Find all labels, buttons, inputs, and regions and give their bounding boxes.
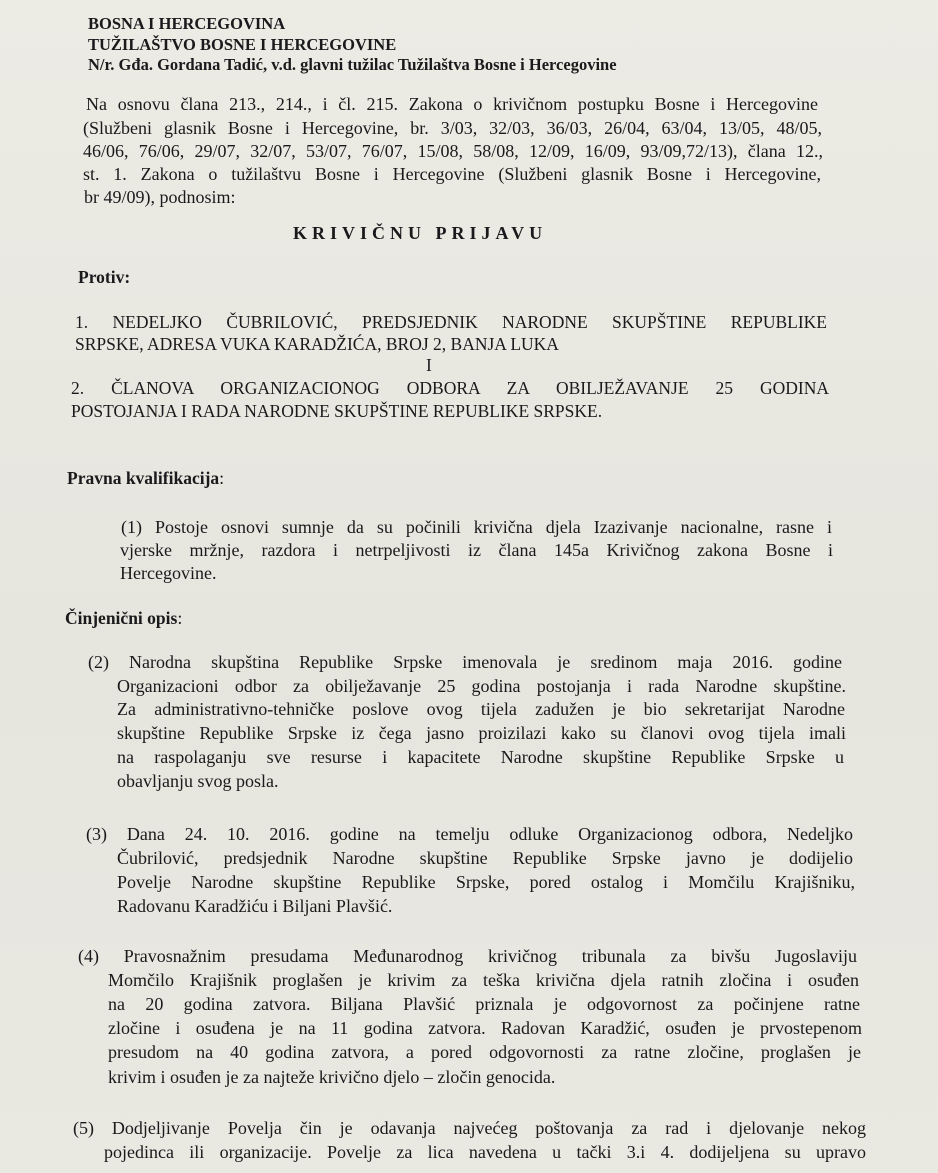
paragraph-line: Radovanu Karadžiću i Biljani Plavšić. <box>117 896 393 916</box>
protiv-heading: Protiv: <box>78 267 131 287</box>
paragraph-line: pojedinca ili organizacije. Povelje za lica navedena u tački 3.i 4. dodijeljena su upravo <box>104 1142 866 1162</box>
header-institution: TUŽILAŠTVO BOSNE I HERCEGOVINE <box>88 35 397 54</box>
cinjenicni-heading-wrap <box>65 607 182 629</box>
paragraph-line: Čubrilović, predsjednik Narodne skupštine Republike Srpske javno je dodijelio <box>117 848 853 868</box>
paragraph-line: Organizacioni odbor za obilježavanje 25 godina postojanja i rada Narodne skupštine. <box>117 676 846 696</box>
paragraph-line: (1) Postoje osnovi sumnje da su počinili krivična djela Izazivanje nacionalne, rasne i <box>121 517 832 537</box>
accused-line: POSTOJANJA I RADA NARODNE SKUPŠTINE REPUBLIKE SRPSKE. <box>71 401 603 421</box>
accused-line: 1. NEDELJKO ČUBRILOVIĆ, PREDSJEDNIK NARODNE SKUPŠTINE REPUBLIKE <box>75 312 827 332</box>
intro-line: 46/06, 76/06, 29/07, 32/07, 53/07, 76/07, 15/08, 58/08, 12/09, 16/09, 93/09,72/13), člana 12., <box>83 141 823 161</box>
paragraph-line: zločine i osuđena je na 11 godina zatvora. Radovan Karadžić, osuđen je prvostepenom <box>108 1018 862 1038</box>
paragraph-line: Momčilo Krajišnik proglašen je krivim za teška krivična djela ratnih zločina i osuđen <box>108 970 859 990</box>
paragraph-line: (4) Pravosnažnim presudama Međunarodnog krivičnog tribunala za bivšu Jugoslaviju <box>78 946 857 966</box>
paragraph-line: skupštine Republike Srpske iz čega jasno proizilazi kako su članovi ovog tijela imali <box>117 723 846 743</box>
pravna-heading-colon: : <box>219 468 225 488</box>
cinjenicni-heading: Činjenični opis <box>65 608 178 628</box>
accused-separator: I <box>426 355 432 375</box>
intro-line: st. 1. Zakona o tužilaštvu Bosne i Hercegovine (Službeni glasnik Bosne i Hercegovine, <box>83 164 821 184</box>
cinjenicni-heading-colon: : <box>177 608 183 628</box>
paragraph-line: Za administrativno-tehničke poslove ovog tijela zadužen je bio sekretarijat Narodne <box>117 699 845 719</box>
paragraph-line: krivim i osuđen je za najteže krivično djelo – zločin genocida. <box>108 1067 556 1087</box>
accused-line: SRPSKE, ADRESA VUKA KARADŽIĆA, BROJ 2, BANJA LUKA <box>75 334 559 354</box>
intro-line: Na osnovu člana 213., 214., i čl. 215. Zakona o krivičnom postupku Bosne i Hercegovine <box>86 94 818 114</box>
paragraph-line: obavljanju svog posla. <box>117 771 279 791</box>
paragraph-line: Povelje Narodne skupštine Republike Srpske, pored ostalog i Momčilu Krajišniku, <box>117 872 855 892</box>
document-title: KRIVIČNU PRIJAVU <box>293 223 548 243</box>
paragraph-line: Hercegovine. <box>120 563 217 583</box>
intro-line: (Službeni glasnik Bosne i Hercegovine, br. 3/03, 32/03, 36/03, 26/04, 63/04, 13/05, 48/05, <box>83 118 822 138</box>
paragraph-line: vjerske mržnje, razdora i netrpeljivosti iz člana 145a Krivičnog zakona Bosne i <box>120 540 833 560</box>
paragraph-line: (3) Dana 24. 10. 2016. godine na temelju odluke Organizacionog odbora, Nedeljko <box>86 824 853 844</box>
paragraph-line: presudom na 40 godina zatvora, a pored odgovornosti za ratne zločine, proglašen je <box>108 1042 861 1062</box>
accused-line: 2. ČLANOVA ORGANIZACIONOG ODBORA ZA OBILJEŽAVANJE 25 GODINA <box>71 378 829 398</box>
paragraph-line: na 20 godina zatvora. Biljana Plavšić priznala je odgovornost za počinjene ratne <box>108 994 860 1014</box>
paragraph-line: (2) Narodna skupština Republike Srpske imenovala je sredinom maja 2016. godine <box>88 652 842 672</box>
intro-line: br 49/09), podnosim: <box>84 187 236 207</box>
pravna-heading: Pravna kvalifikacija <box>67 468 220 488</box>
paragraph-line: na raspolaganju sve resurse i kapacitete Narodne skupštine Republike Srpske u <box>117 747 844 767</box>
paragraph-line: (5) Dodjeljivanje Povelja čin je odavanja najvećeg poštovanja za rad i djelovanje nekog <box>73 1118 866 1138</box>
header-country: BOSNA I HERCEGOVINA <box>88 14 286 33</box>
pravna-heading-wrap <box>67 467 224 489</box>
header-recipient: N/r. Gđa. Gordana Tadić, v.d. glavni tužilac Tužilaštva Bosne i Hercegovine <box>88 55 617 74</box>
